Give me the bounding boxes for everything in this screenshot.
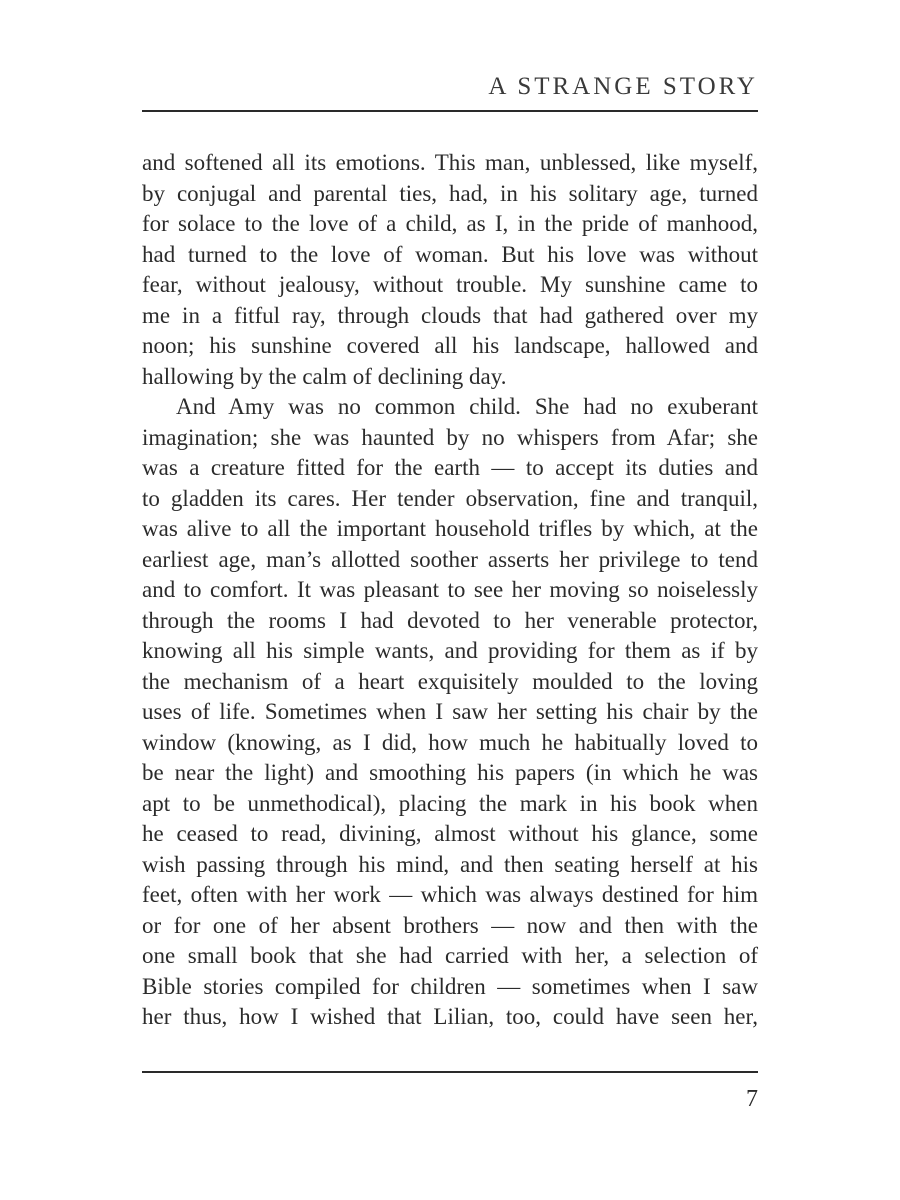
- text-line: was a creature fitted for the earth — to accept its duties and: [142, 455, 758, 480]
- text-line: he ceased to read, divining, almost without his glance, some: [142, 821, 758, 846]
- paragraph: [142, 392, 758, 1033]
- text-line: apt to be unmethodical), placing the mark in his book when: [142, 790, 758, 816]
- paragraph: [142, 148, 758, 392]
- page-number: 7: [746, 1086, 758, 1112]
- text-line: through the rooms I had devoted to her venerable protector,: [142, 607, 758, 633]
- text-line: imagination; she was haunted by no whispers from Afar; she: [142, 424, 758, 450]
- text-line: window (knowing, as I did, how much he habitually loved to: [142, 729, 758, 755]
- text-line: noon; his sunshine covered all his landscape, hallowed and: [142, 333, 758, 358]
- text-line: for solace to the love of a child, as I, in the pride of manhood,: [142, 211, 758, 236]
- text-line: and softened all its emotions. This man, unblessed, like myself,: [142, 150, 758, 175]
- text-line: And Amy was no common child. She had no exuberant: [176, 394, 758, 419]
- text-line: me in a fitful ray, through clouds that had gathered over my: [142, 302, 758, 328]
- header-rule: [142, 110, 758, 112]
- text-line: her thus, how I wished that Lilian, too, could have seen her,: [142, 1004, 758, 1029]
- text-line: or for one of her absent brothers — now and then with the: [142, 912, 758, 938]
- text-line: had turned to the love of woman. But his love was without: [142, 241, 758, 267]
- text-line: to gladden its cares. Her tender observation, fine and tranquil,: [142, 485, 758, 511]
- text-line: be near the light) and smoothing his papers (in which he was: [142, 760, 758, 785]
- text-line: and to comfort. It was pleasant to see her moving so noiselessly: [142, 577, 758, 602]
- text-line: one small book that she had carried with her, a selection of: [142, 943, 758, 968]
- text-line: wish passing through his mind, and then seating herself at his: [142, 851, 758, 877]
- text-line: feet, often with her work — which was always destined for him: [142, 882, 758, 907]
- footer-rule: [142, 1071, 758, 1073]
- text-line: fear, without jealousy, without trouble. My sunshine came to: [142, 272, 758, 297]
- body-text: [142, 148, 758, 1033]
- text-line: earliest age, man’s allotted soother asserts her privilege to tend: [142, 546, 758, 572]
- text-line: by conjugal and parental ties, had, in his solitary age, turned: [142, 180, 758, 206]
- text-line: Bible stories compiled for children — sometimes when I saw: [142, 973, 758, 999]
- text-line: was alive to all the important household trifles by which, at the: [142, 516, 758, 541]
- running-head-title: A STRANGE STORY: [488, 73, 758, 100]
- text-line: the mechanism of a heart exquisitely moulded to the loving: [142, 668, 758, 694]
- text-line: uses of life. Sometimes when I saw her setting his chair by the: [142, 699, 758, 724]
- text-line: knowing all his simple wants, and providing for them as if by: [142, 638, 758, 663]
- text-line: hallowing by the calm of declining day.: [142, 363, 507, 389]
